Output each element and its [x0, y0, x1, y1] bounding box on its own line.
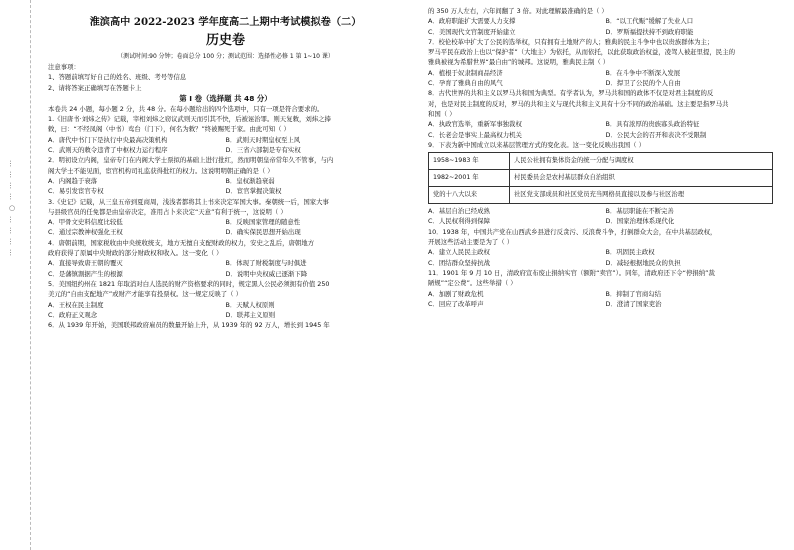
- answer-option: B．体现了财税制度与时俱进: [225, 259, 307, 268]
- question: [428, 6, 783, 37]
- answer-option: D．联邦主义原则: [225, 310, 276, 319]
- answer-option: D．捍卫了公民的个人自由: [605, 79, 681, 88]
- answer-option: D．三省六部制是专有实权: [225, 146, 301, 155]
- option-list: [428, 68, 783, 89]
- answer-option: A．内阁趋于衰落: [48, 176, 98, 185]
- binding-gutter: [0, 0, 31, 550]
- answer-option: D．罗斯福提扶持不到政府职能: [605, 27, 694, 36]
- gutter-dashes: …………○…………: [8, 160, 16, 260]
- answer-option: C．美国现代文官制度开始建立: [428, 27, 516, 36]
- answer-option: B．具有浓厚的贵族寡头政治特征: [605, 120, 700, 129]
- question-stem: 与县级官员的任免都是由皇帝决定，准用占卜来决定“天意”有利于统一，这说明（ ）: [48, 207, 287, 216]
- question-stem: 敕，曰：“不经凤阁（中书）鸾台（门下），何名为敕？”终被赐死于家。由此可知（ ）: [48, 125, 290, 134]
- table-content-cell: 人民公社拥有集体资金的统一分配与调度权: [510, 153, 773, 170]
- answer-option: B．在斗争中不断深入发展: [605, 68, 681, 77]
- question-stem: 陋规”“定公费”。这些举措（ ）: [428, 279, 517, 288]
- answer-option: A．甲骨文史料信度比较低: [48, 218, 123, 227]
- answer-option: A．加剧了财政危机: [428, 289, 484, 298]
- table-period-cell: 党的十八大以来: [429, 187, 510, 204]
- question-stem: 6．从 1939 年开始，美国联邦政府雇员的数量开始上升，从 1939 年的 92 万人，增长到 1945 年: [48, 321, 330, 330]
- section-instruction: 本卷共 24 小题，每小题 2 分，共 48 分。在每小题给出的四个选项中，只有一项是符合要求的。: [48, 104, 324, 113]
- table-period-cell: 1958~1983 年: [429, 153, 510, 170]
- question-stem: 政府获得了原属中央财政的部分财政权和收入。这一变化（ ）: [48, 249, 223, 258]
- note-item: 2、请将答案正确填写在答题卡上: [48, 83, 142, 92]
- question-stem: 罗马平民在政治上也以“保护者”（大地主）为依托，从而依托，以此获取政治权益，凌驾人被赶里提，民主的: [428, 48, 735, 57]
- question-stem: 10．1938 年，中国共产党在山西武乡县进行反贪污、反浪费斗争，打倒群众大会，在中共基层政权，: [428, 227, 717, 236]
- answer-option: D．国家治理体系现代化: [605, 217, 675, 226]
- answer-option: B．基层职能在不断完善: [605, 207, 674, 216]
- answer-option: B．武则天时期皇权至上风: [225, 135, 301, 144]
- question: [428, 37, 783, 88]
- question-stem: 和国（ ）: [428, 109, 456, 118]
- option-list: [428, 119, 783, 140]
- question-stem: 的 350 万人左右，六年间翻了 3 倍。对此理解最准确的是（ ）: [428, 7, 608, 15]
- option-list: [428, 16, 783, 37]
- answer-option: D．减轻根据地民众的负担: [605, 258, 681, 267]
- question-stem: 阁大学士不能见面，宦官机构司礼监获得批红的权力。这说明明朝正确的是（ ）: [48, 166, 274, 175]
- table-content-cell: 社区党支部成员和社区党员充当网格员直接以及参与社区治理: [510, 187, 773, 204]
- answer-option: A．基层自治已经成熟: [428, 207, 490, 216]
- question: [428, 268, 783, 309]
- answer-option: A．执政官选举，重新军事独裁权: [428, 120, 522, 129]
- option-list: [48, 217, 403, 238]
- answer-option: B．巩固民主政权: [605, 248, 655, 257]
- table-period-cell: 1982~2001 年: [429, 170, 510, 187]
- option-list: [428, 289, 783, 310]
- left-column: [48, 6, 403, 330]
- answer-option: C．通过宗教神权强化王权: [48, 228, 123, 237]
- answer-option: D．公民大会的召开和表决不受限制: [605, 130, 707, 139]
- table-row: [429, 170, 773, 187]
- exam-subtitle: 历史卷: [205, 33, 245, 48]
- answer-option: A．唐代中书门下是执行中央最高决策机构: [48, 135, 168, 144]
- question: [48, 155, 403, 196]
- option-list: [48, 258, 403, 279]
- option-list: [428, 247, 783, 268]
- question: [428, 140, 783, 227]
- answer-option: A．植根于奴隶制商品经济: [428, 68, 503, 77]
- option-list: [48, 176, 403, 197]
- question-stem: 5．美国纽约州在 1821 年取消对白人选民的财产资格要求的同时，规定黑人公民必须拥有价值 250: [48, 279, 330, 288]
- answer-option: D．澄清了国家吏治: [605, 299, 662, 308]
- table-row: [429, 153, 773, 170]
- question-table: [428, 152, 773, 204]
- answer-option: D．宦官掌握决策权: [225, 187, 282, 196]
- answer-option: B．“以工代赈”缓解了失业人口: [605, 17, 694, 26]
- answer-option: B．天赋人权原则: [225, 300, 275, 309]
- answer-option: D．说明中央权威已逐渐下降: [225, 269, 308, 278]
- exam-title: 淮滨高中 2022-2023 学年度高二上期中考试模拟卷（二）: [89, 16, 362, 28]
- answer-option: B．皇权渐趋衰弱: [225, 176, 275, 185]
- notes-heading: 注意事项：: [48, 63, 80, 71]
- answer-option: A．建立人民民主政权: [428, 248, 490, 257]
- answer-option: C．团结群众坚持抗战: [428, 258, 490, 267]
- question-stem: 雅典被视为希腊世界“最自由”的城邦。这说明，雅典民主制（ ）: [428, 58, 610, 67]
- question-stem: 2．明初设立内阁，皇帝专门在内阁大学士票拟的基础上进行批红，然而明朝皇帝常年久不管事，与内: [48, 156, 334, 165]
- question-stem: 美元的“自由支配地产”或财产才能享有投票权。这一规定反映了（ ）: [48, 290, 242, 299]
- question-stem: 8．古代世界的共和主义以罗马共和国为典型。有学者认为，罗马共和国的政体不仅是对君主制度的反: [428, 89, 714, 98]
- question-stem: 3.《史记》记载，从三皇五帝到夏商周，浅浅者都将其上书来决定军国大事。秦朝统一后，国家大事: [48, 197, 329, 206]
- left-question-list: [48, 114, 403, 330]
- answer-option: C．易引发宦官专权: [48, 187, 104, 196]
- answer-option: C．孕育了雅典自由的风气: [428, 79, 503, 88]
- question-stem: 4．唐朝前期，国家税收由中央统收统支，地方无擅自支配财政的权力，安史之乱后，唐朝地方: [48, 238, 315, 247]
- question: [48, 197, 403, 238]
- right-column: [428, 6, 783, 309]
- question-stem: 7．校伦校革中扩大了公民的选举权，只有拥有土地财产的人；雅典的民主斗争中也以贵族群体为主；: [428, 37, 714, 46]
- answer-option: C．长老会是事实上最高权力机关: [428, 130, 522, 139]
- option-list: [48, 300, 403, 321]
- right-question-list: [428, 6, 783, 309]
- question-stem: 对，也是对民主制度的反对，罗马的共和主义与现代共和主义具有十分不同的政治基础。这主要是指罗马共: [428, 99, 729, 108]
- question-stem: 9．下表为新中国成立以来基层管理方式的变化表。这一变化反映出我国（ ）: [428, 140, 645, 149]
- table-row: [429, 187, 773, 204]
- question: [48, 279, 403, 320]
- question: [428, 227, 783, 268]
- answer-option: A．直接导致唐王朝的覆灭: [48, 259, 123, 268]
- question: [48, 238, 403, 279]
- question-stem: 11．1901 年 9 月 10 日，清政府宣布废止捐纳实官（额附“卖官”）。同年，清政府还下令“停捐纳”裁: [428, 268, 715, 277]
- table-content-cell: 村民委员会是农村基层群众自治组织: [510, 170, 773, 187]
- exam-info: （测试时间:90 分钟；卷面总分 100 分；测试范围：选择性必修 1 第 1~10 课）: [117, 53, 334, 60]
- answer-option: A．政府职能扩大需要人力支撑: [428, 17, 516, 26]
- question-stem: 1.《旧唐书·刘炜之传》记载，宰相刘炜之窃议武则天而引其不快，后被诬治罪。则天复敕，刘炜之捧: [48, 115, 331, 124]
- answer-option: B．抑制了官商勾结: [605, 289, 662, 298]
- question-stem: 开展这些活动主要是为了（ ）: [428, 238, 514, 247]
- answer-option: A．王权在民主制度: [48, 300, 104, 309]
- answer-option: C．回应了改革呼声: [428, 299, 484, 308]
- answer-option: C．是藩镇割据产生的根源: [48, 269, 123, 278]
- section-title: 第 I 卷（选择题 共 48 分）: [179, 93, 272, 103]
- question: [48, 320, 403, 330]
- answer-option: C．武则天的敕令违背了中枢权力运行程序: [48, 146, 168, 155]
- answer-option: D．确实保民思想开始出现: [225, 228, 301, 237]
- option-list: [428, 206, 783, 227]
- answer-option: C．政府正义观念: [48, 310, 98, 319]
- note-item: 1、答题前填写好自己的姓名、班级、考号等信息: [48, 73, 187, 82]
- answer-option: B．反映国家管理的随意性: [225, 218, 301, 227]
- question: [48, 114, 403, 155]
- question: [428, 88, 783, 139]
- option-list: [48, 135, 403, 156]
- answer-option: C．人民权利得到保障: [428, 217, 490, 226]
